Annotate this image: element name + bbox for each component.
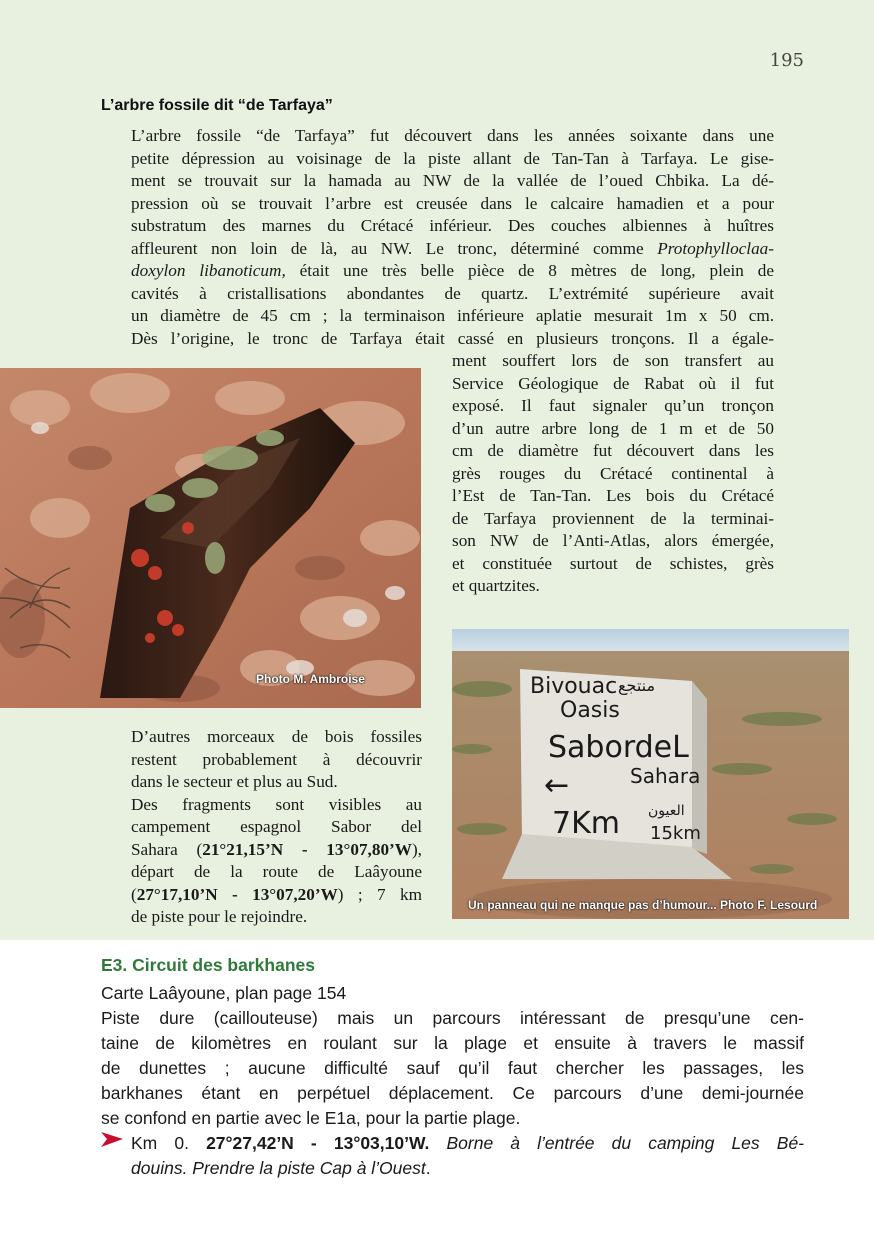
text-line: d’un autre arbre long de 1 m et de 50	[452, 418, 774, 438]
fossil-paragraph-continued	[452, 350, 774, 598]
km-label: Km 0.	[131, 1133, 207, 1153]
text-line	[131, 884, 422, 907]
text-line: restent probablement à découvrir	[131, 749, 422, 769]
text-segment: Sahara (	[131, 839, 203, 859]
text-line	[131, 260, 774, 283]
text-line: et quartzites.	[452, 576, 540, 595]
text-line	[131, 839, 422, 862]
text-segment: (	[131, 884, 137, 904]
text-line: pression où se trouvait l’arbre est creusée dans le calcaire hamadien et a pour	[131, 193, 774, 213]
text-line: dans le secteur et plus au Sud.	[131, 772, 338, 791]
text-line: Piste dure (caillouteuse) mais un parcours intéressant de presqu’une cen-	[101, 1008, 804, 1028]
page-number: 195	[769, 50, 804, 71]
photo-credit: Photo M. Ambroise	[256, 672, 365, 686]
text-segment: .	[425, 1158, 431, 1178]
text-line: petite dépression au voisinage de la piste allant de Tan-Tan à Tarfaya. Le gise-	[131, 148, 774, 168]
fragments-paragraph	[131, 726, 422, 929]
sign-image	[452, 629, 849, 919]
species-name: Protophylloclaa-	[657, 238, 774, 258]
sign-text: SabordeL	[548, 730, 689, 765]
text-segment: était une très belle pièce de 8 mètres de long, plein de	[285, 261, 774, 280]
text-line	[131, 1156, 804, 1181]
text-line: exposé. Il faut signaler qu’un tronçon	[452, 396, 774, 415]
fossil-paragraph	[131, 125, 774, 350]
text-segment: Borne à l’entrée du camping Les Bé-	[429, 1133, 805, 1153]
sign-text: العيون	[648, 803, 685, 819]
text-line: départ de la route de Laâyoune	[131, 862, 422, 881]
coordinates: 27°17,10’N - 13°07,20’W	[136, 884, 338, 904]
text-line: son NW de l’Anti-Atlas, alors émergée,	[452, 531, 774, 550]
sign-text: منتجع	[618, 676, 656, 695]
text-line: ment souffert lors de son transfert au	[452, 351, 774, 370]
sign-text: Oasis	[560, 698, 620, 723]
coordinates: 21°21,15’N - 13°07,80’W	[202, 839, 412, 859]
text-segment: ) ; 7 km	[337, 884, 422, 904]
sign-text: Sahara	[630, 764, 701, 788]
route-description	[101, 1006, 804, 1131]
text-line: se confond en partie avec le E1a, pour la partie plage.	[101, 1108, 521, 1128]
sign-photo	[452, 629, 849, 919]
text-line: substratum des marnes du Crétacé inférieur. Des couches albiennes à huîtres	[131, 216, 774, 235]
text-line: et constituée surtout de schistes, grès	[452, 553, 774, 573]
text-line: Des fragments sont visibles au	[131, 794, 422, 814]
text-line: l’Est de Tan-Tan. Les bois du Crétacé	[452, 486, 774, 505]
text-segment: douins. Prendre la piste Cap à l’Ouest	[131, 1158, 426, 1178]
text-line	[131, 1131, 804, 1156]
text-line: de Tarfaya proviennent de la terminai-	[452, 508, 774, 528]
fossil-tree-photo	[0, 368, 421, 708]
fossil-tree-image	[0, 368, 421, 708]
text-segment: affleurent non loin de là, au NW. Le tronc, déterminé comme	[131, 238, 658, 258]
map-reference: Carte Laâyoune, plan page 154	[101, 983, 347, 1003]
text-line: taine de kilomètres en roulant sur la plage et ensuite à travers le massif	[101, 1033, 804, 1053]
photo-caption: Un panneau qui ne manque pas d’humour... Photo F. Lesourd	[468, 898, 818, 912]
text-line: Dès l’origine, le tronc de Tarfaya était cassé en plusieurs tronçons. Il a égale-	[131, 328, 774, 348]
text-line: grès rouges du Crétacé continental à	[452, 463, 774, 483]
text-segment: ),	[411, 839, 422, 859]
text-line: campement espagnol Sabor del	[131, 817, 422, 836]
text-line: de dunettes ; aucune difficulté sauf qu’il faut chercher les passages, les	[101, 1058, 804, 1078]
species-name-end: doxylon libanoticum,	[131, 261, 286, 280]
text-line	[131, 238, 774, 261]
section-title: E3. Circuit des barkhanes	[101, 955, 315, 975]
text-line: de piste pour le rejoindre.	[131, 907, 308, 926]
text-line: cavités à cristallisations abondantes de quartz. L’extrémité supérieure avait	[131, 283, 774, 303]
text-line: barkhanes étant en perpétuel déplacement. Ce parcours d’une demi-journée	[101, 1083, 804, 1103]
sign-text: 15km	[650, 823, 701, 844]
arrow-bullet-icon	[101, 1130, 123, 1155]
text-line: ment se trouvait sur la hamada au NW de la vallée de l’oued Chbika. La dé-	[131, 171, 774, 190]
text-line: D’autres morceaux de bois fossiles	[131, 727, 422, 746]
waypoint-km0	[131, 1131, 804, 1181]
text-line: L’arbre fossile “de Tarfaya” fut découvert dans les années soixante dans une	[131, 126, 774, 145]
sign-arrow: ←	[544, 768, 570, 803]
text-line: cm de diamètre fut découvert dans les	[452, 441, 774, 460]
sign-text: Bivouac	[530, 674, 618, 699]
text-line: un diamètre de 45 cm ; la terminaison inférieure aplatie mesurait 1m x 50 cm.	[131, 306, 774, 325]
coordinates: 27°27,42’N - 13°03,10’W.	[206, 1133, 430, 1153]
text-line: Service Géologique de Rabat où il fut	[452, 373, 774, 393]
sign-text: 7Km	[552, 806, 620, 841]
box-title: L’arbre fossile dit “de Tarfaya”	[101, 97, 333, 114]
